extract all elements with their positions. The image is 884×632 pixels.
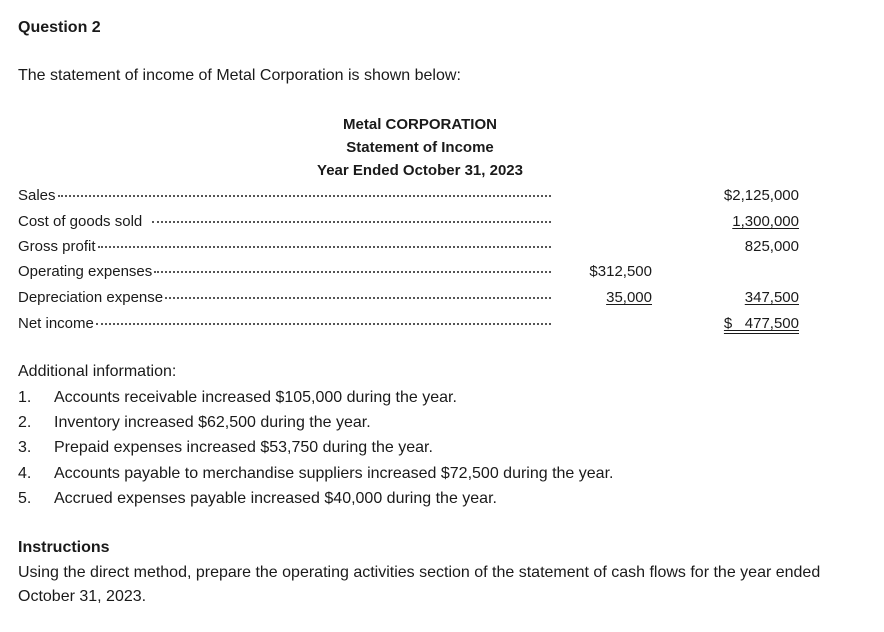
row-label: Gross profit	[18, 238, 96, 255]
leader-dots	[98, 246, 551, 248]
list-item-text: Inventory increased $62,500 during the year.	[54, 414, 371, 431]
instructions-body: Using the direct method, prepare the operating activities section of the statement of cash flows for the year ended October 31, 2023.	[18, 564, 821, 605]
leader-dots	[58, 195, 551, 197]
depreciation-amount: 35,000	[606, 289, 652, 306]
row-label: Operating expenses	[18, 263, 153, 280]
list-item-text: Prepaid expenses increased $53,750 during the year.	[54, 439, 433, 456]
list-item-number: 2.	[18, 414, 32, 431]
statement-row-operating-expenses	[18, 263, 551, 280]
statement-period: Year Ended October 31, 2023	[317, 162, 523, 179]
list-item-text: Accounts payable to merchandise suppliers increased $72,500 during the year.	[54, 465, 614, 482]
row-label: Depreciation expense	[18, 289, 164, 306]
row-label: Sales	[18, 187, 56, 204]
gross-profit-amount: 825,000	[744, 238, 799, 255]
leader-dots	[96, 323, 551, 325]
statement-company: Metal CORPORATION	[343, 116, 497, 133]
list-item-number: 5.	[18, 490, 32, 507]
leader-dots	[154, 271, 551, 273]
question-title: Question 2	[18, 19, 101, 36]
instructions-heading: Instructions	[18, 539, 110, 556]
list-item-text: Accounts receivable increased $105,000 during the year.	[54, 389, 457, 406]
list-item-number: 4.	[18, 465, 32, 482]
leader-dots	[165, 297, 551, 299]
operating-expenses-amount: $312,500	[589, 263, 652, 280]
list-item-text: Accrued expenses payable increased $40,000 during the year.	[54, 490, 497, 507]
statement-title: Statement of Income	[346, 139, 494, 156]
list-item	[18, 389, 457, 407]
net-income-amount: $ 477,500	[723, 315, 799, 332]
statement-row-cogs	[18, 213, 551, 230]
list-item	[18, 490, 497, 508]
list-item	[18, 465, 613, 483]
sales-amount: $2,125,000	[723, 187, 799, 204]
statement-row-sales	[18, 187, 551, 204]
list-item	[18, 439, 433, 457]
list-item	[18, 414, 371, 432]
leader-dots	[152, 221, 551, 223]
statement-row-gross-profit	[18, 238, 551, 255]
additional-info-heading: Additional information:	[18, 363, 177, 380]
total-expenses-amount: 347,500	[744, 289, 799, 306]
statement-row-net-income	[18, 315, 551, 332]
intro-text: The statement of income of Metal Corporation is shown below:	[18, 67, 461, 84]
cogs-amount: 1,300,000	[732, 213, 799, 230]
row-label: Net income	[18, 315, 94, 332]
statement-row-depreciation	[18, 289, 551, 306]
list-item-number: 1.	[18, 389, 32, 406]
row-label: Cost of goods sold	[18, 213, 143, 230]
list-item-number: 3.	[18, 439, 32, 456]
